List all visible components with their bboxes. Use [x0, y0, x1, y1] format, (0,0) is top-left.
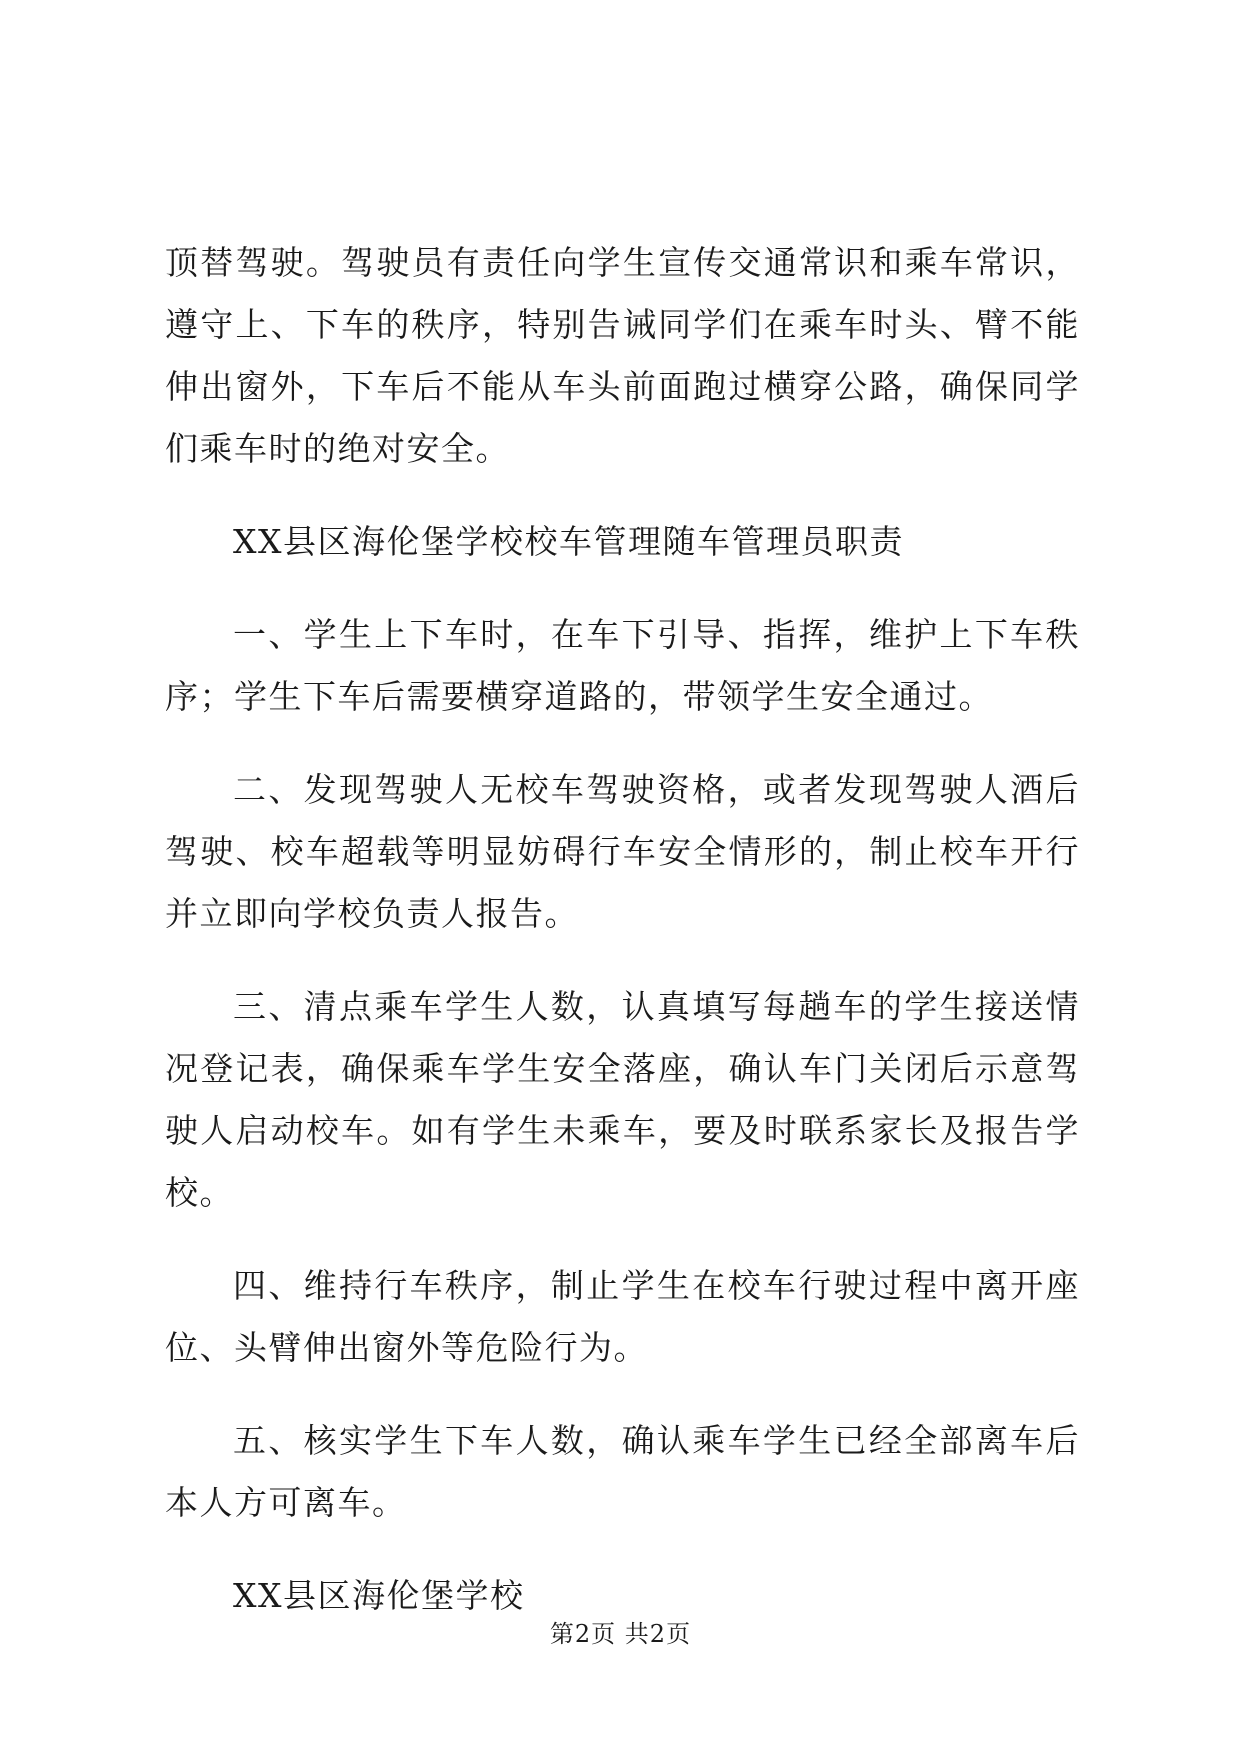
duty-item-5: 五、核实学生下车人数，确认乘车学生已经全部离车后本人方可离车。 — [165, 1421, 1080, 1522]
document-body — [165, 232, 1080, 1658]
duty-item-2: 二、发现驾驶人无校车驾驶资格，或者发现驾驶人酒后驾驶、校车超载等明显妨碍行车安全情形的，制止校车开行并立即向学校负责人报告。 — [165, 770, 1080, 933]
section-heading: XX县区海伦堡学校校车管理随车管理员职责 — [233, 522, 904, 561]
duty-item-4: 四、维持行车秩序，制止学生在校车行驶过程中离开座位、头臂伸出窗外等危险行为。 — [165, 1266, 1080, 1367]
duty-item-1: 一、学生上下车时，在车下引导、指挥，维护上下车秩序；学生下车后需要横穿道路的，带领学生安全通过。 — [165, 615, 1080, 716]
paragraph-continuation: 顶替驾驶。驾驶员有责任向学生宣传交通常识和乘车常识，遵守上、下车的秩序，特别告诫同学们在乘车时头、臂不能伸出窗外，下车后不能从车头前面跑过横穿公路，确保同学们乘车时的绝对安全。 — [165, 243, 1080, 468]
signature-line: XX县区海伦堡学校 — [233, 1576, 525, 1615]
page-footer: 第2页 共2页 — [549, 1620, 692, 1648]
duty-item-3: 三、清点乘车学生人数，认真填写每趟车的学生接送情况登记表，确保乘车学生安全落座，确认车门关闭后示意驾驶人启动校车。如有学生未乘车，要及时联系家长及报告学校。 — [165, 987, 1080, 1212]
